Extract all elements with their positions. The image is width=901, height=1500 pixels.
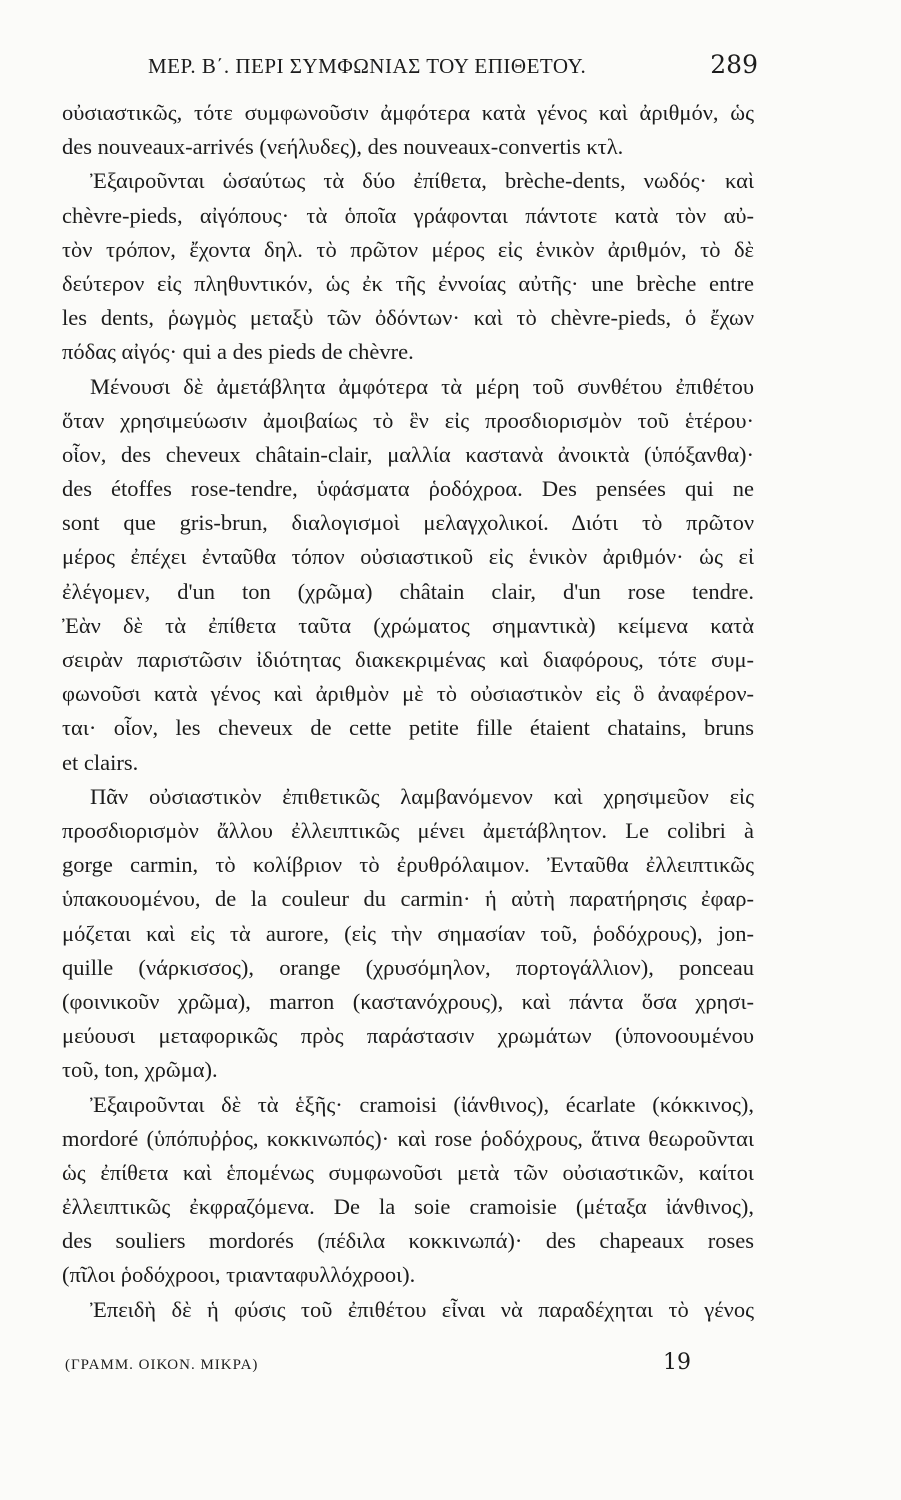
text-line: Ἐξαιροῦνται ὡσαύτως τὰ δύο ἐπίθετα, brèche-dents, νωδός· καὶ [90,168,754,194]
running-title: ΜΕΡ. Β΄. ΠΕΡΙ ΣΥΜΦΩΝΙΑΣ ΤΟΥ ΕΠΙΘΕΤΟΥ. [148,54,587,78]
text-line: ἐλλειπτικῶς ἐκφραζόμενα. De la soie cramoisie (μέταξα ἰάνθινος), [62,1194,754,1220]
text-line: chèvre-pieds, αἰγόπους· τὰ ὁποῖα γράφονται πάντοτε κατὰ τὸν αὐ- [62,202,754,228]
text-line: μεύουσι μεταφορικῶς πρὸς παράστασιν χρωμάτων (ὑπονοουμένου [62,1023,754,1049]
text-line: des souliers mordorés (πέδιλα κοκκινωπά)· des chapeaux roses [62,1228,754,1254]
text-line: Μένουσι δὲ ἀμετάβλητα ἀμφότερα τὰ μέρη τοῦ συνθέτου ἐπιθέτου [90,373,754,399]
running-header [60,50,756,79]
text-line: Ἐξαιροῦνται δὲ τὰ ἑξῆς· cramoisi (ἰάνθινος), écarlate (κόκκινος), [90,1091,754,1117]
text-line: φωνοῦσι κατὰ γένος καὶ ἀριθμὸν μὲ τὸ οὐσιαστικὸν εἰς ὃ ἀναφέρον- [62,681,754,707]
text-line: τὸν τρόπον, ἔχοντα δηλ. τὸ πρῶτον μέρος εἰς ἑνικὸν ἀριθμόν, τὸ δὲ [62,236,754,262]
text-line: μόζεται καὶ εἰς τὰ aurore, (εἰς τὴν σημασίαν τοῦ, ῥοδόχρους), jon- [62,920,754,946]
text-line: οἷον, des cheveux châtain-clair, μαλλία καστανὰ ἀνοικτὰ (ὑπόξανθα)· [62,441,754,467]
signature-mark: (ΓΡΑΜΜ. ΟΙΚΟΝ. ΜΙΚΡΑ) [65,1357,259,1373]
text-line: δεύτερον εἰς πληθυντικόν, ὡς ἐκ τῆς ἐννοίας αὐτῆς· une brèche entre [62,270,754,296]
page-number: 289 [710,50,758,79]
text-line: gorge carmin, τὸ κολίβριον τὸ ἐρυθρόλαιμον. Ἐνταῦθα ἐλλειπτικῶς [62,852,754,878]
text-line: ὅταν χρησιμεύωσιν ἀμοιβαίως τὸ ἓν εἰς προσδιορισμὸν τοῦ ἑτέρου· [62,407,754,433]
text-line: προσδιορισμὸν ἄλλου ἐλλειπτικῶς μένει ἀμετάβλητον. Le colibri à [62,817,754,843]
text-line: ἐλέγομεν, d'un ton (χρῶμα) châtain clair, d'un rose tendre. [62,578,754,604]
text-line: quille (νάρκισσος), orange (χρυσόμηλον, πορτογάλλιον), ponceau [62,954,754,980]
text-line: et clairs. [62,749,139,775]
text-line: Ἐὰν δὲ τὰ ἐπίθετα ταῦτα (χρώματος σημαντικὰ) κείμενα κατὰ [62,612,754,638]
text-line: σειρὰν παριστῶσιν ἰδιότητας διακεκριμένας καὶ διαφόρους, τότε συμ- [62,647,754,673]
text-line: τοῦ, ton, χρῶμα). [62,1057,218,1083]
page-footer [65,1350,691,1375]
text-line: sont que gris-brun, διαλογισμοὶ μελαγχολικοί. Διότι τὸ πρῶτον [62,510,754,536]
text-line: (πῖλοι ῥοδόχροοι, τριανταφυλλόχροοι). [62,1262,416,1288]
text-line: des nouveaux-arrivés (νεήλυδες), des nouveaux-convertis κτλ. [62,134,624,160]
text-line: μέρος ἐπέχει ἐνταῦθα τόπον οὐσιαστικοῦ εἰς ἑνικὸν ἀριθμόν· ὡς εἰ [62,544,754,570]
sheet-number: 19 [663,1350,691,1375]
body-text [62,96,754,1327]
text-line: οὐσιαστικῶς, τότε συμφωνοῦσιν ἀμφότερα κατὰ γένος καὶ ἀριθμόν, ὡς [62,100,754,125]
text-line: πόδας αἰγός· qui a des pieds de chèvre. [62,339,414,365]
text-line: ὡς ἐπίθετα καὶ ἑπομένως συμφωνοῦσι μετὰ τῶν οὐσιαστικῶν, καίτοι [62,1159,754,1185]
text-line: ὑπακουομένου, de la couleur du carmin· ἡ αὐτὴ παρατήρησις ἐφαρ- [62,886,754,912]
text-line: les dents, ῥωγμὸς μεταξὺ τῶν ὀδόντων· καὶ τὸ chèvre-pieds, ὁ ἔχων [62,305,754,331]
text-line: des étoffes rose-tendre, ὑφάσματα ῥοδόχροα. Des pensées qui ne [62,476,754,502]
text-line: mordoré (ὑπόπυῤῥος, κοκκινωπός)· καὶ rose ῥοδόχρους, ἅτινα θεωροῦνται [62,1125,754,1151]
text-line: Πᾶν οὐσιαστικὸν ἐπιθετικῶς λαμβανόμενον καὶ χρησιμεῦον εἰς [90,783,754,809]
text-line: ται· οἷον, les cheveux de cette petite fille étaient chatains, bruns [62,715,754,741]
text-line: (φοινικοῦν χρῶμα), marron (καστανόχρους), καὶ πάντα ὅσα χρησι- [62,988,754,1014]
text-line: Ἐπειδὴ δὲ ἡ φύσις τοῦ ἐπιθέτου εἶναι νὰ παραδέχηται τὸ γένος [90,1296,754,1322]
